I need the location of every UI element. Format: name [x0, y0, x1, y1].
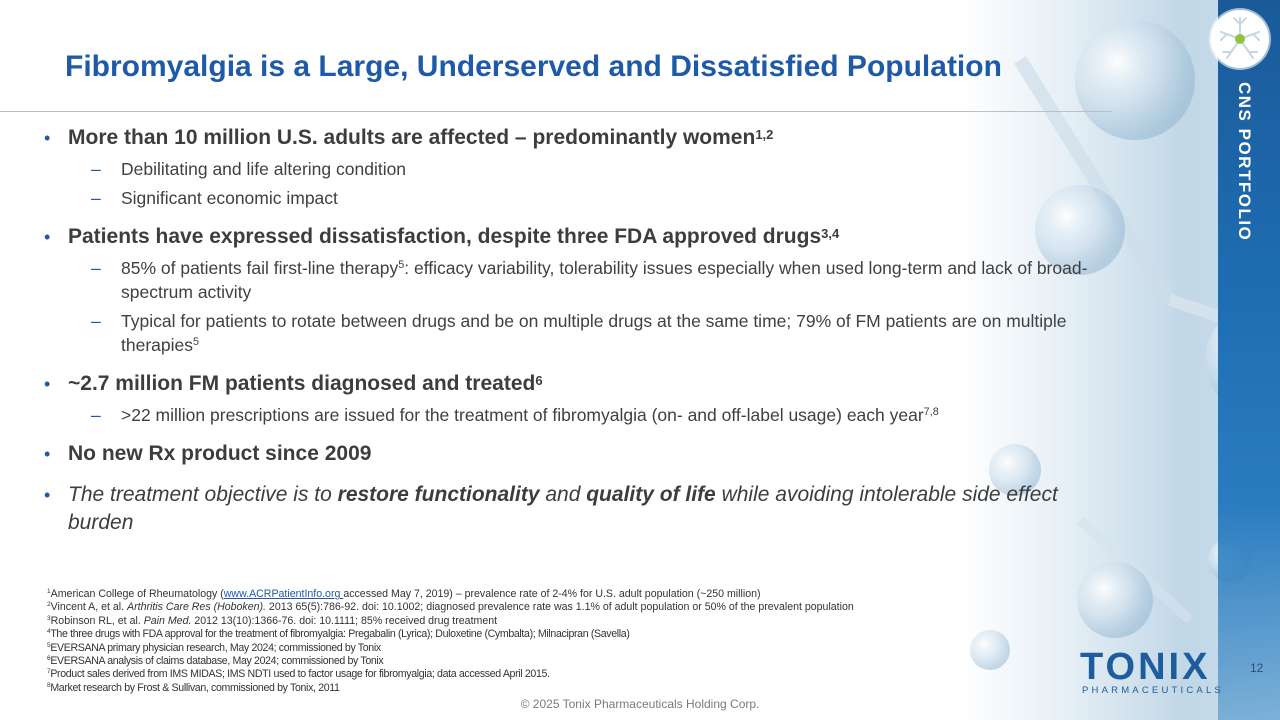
bullet-text: No new Rx product since 2009: [68, 442, 372, 465]
bullet-icon: •: [44, 227, 51, 247]
ref-number: 7: [47, 668, 51, 676]
reference-item: [47, 668, 1007, 681]
ref-number: 1: [47, 588, 51, 595]
dash-icon: –: [91, 188, 101, 208]
ref-text: Product sales derived from IMS MIDAS; IMS NDTI used to factor usage for fibromyalgia; data accessed April 2015.: [50, 668, 550, 681]
ref-number: 6: [47, 655, 51, 663]
bullet-icon: •: [44, 128, 51, 148]
objective-text-1: The treatment objective is to: [68, 483, 338, 506]
bullet-text: [68, 483, 1058, 534]
bullet-icon: •: [44, 374, 51, 394]
sub-bullet-item: [44, 186, 1106, 210]
ref-number: 2: [47, 601, 51, 609]
bullet-icon: •: [44, 444, 51, 464]
title-divider: [0, 111, 1112, 112]
sub-bullet-text: Significant economic impact: [121, 188, 338, 208]
reference-item: [47, 588, 1007, 601]
sub-bullet-item: [44, 403, 1106, 427]
citation-sup: 3,4: [821, 226, 840, 241]
objective-emphasis-1: restore functionality: [337, 483, 540, 506]
dash-icon: –: [91, 311, 101, 331]
ref-text: Vincent A, et al.: [50, 601, 128, 614]
bullet-list: [44, 124, 1106, 537]
sub-bullet-item: [44, 309, 1106, 357]
cns-portfolio-label: CNS PORTFOLIO: [1235, 82, 1254, 242]
ref-text: EVERSANA primary physician research, May 2024; commissioned by Tonix: [50, 641, 381, 654]
ref-text-cont: 2012 13(10):1366-76. doi: 10.1111; 85% received drug treatment: [191, 614, 498, 627]
ref-journal: Pain Med.: [143, 614, 192, 627]
bullet-item: [44, 481, 1106, 537]
logo-subtitle: PHARMACEUTICALS: [1082, 685, 1224, 696]
bullet-text: ~2.7 million FM patients diagnosed and treated: [68, 372, 536, 395]
ref-text: Market research by Frost & Sullivan, commissioned by Tonix, 2011: [50, 681, 340, 694]
sub-bullet-text: Typical for patients to rotate between drugs and be on multiple drugs at the same time; 79% of FM patients are on multiple therapies: [121, 311, 1067, 355]
citation-sup: 5: [398, 259, 405, 271]
sub-bullet-item: [44, 157, 1106, 181]
objective-text-2: and: [539, 483, 587, 506]
dash-icon: –: [91, 159, 101, 179]
ref-number: 4: [47, 628, 51, 636]
reference-item: [47, 628, 1007, 641]
reference-item: [47, 682, 1007, 695]
citation-sup: 6: [535, 373, 543, 388]
bullet-item: [44, 223, 1106, 251]
dash-icon: –: [91, 405, 101, 425]
ref-link[interactable]: www.ACRPatientInfo.org: [223, 588, 344, 600]
copyright: © 2025 Tonix Pharmaceuticals Holding Corp.: [520, 697, 760, 711]
ref-text-cont: accessed May 7, 2019) – prevalence rate of 2-4% for U.S. adult population (~250 million): [343, 588, 761, 600]
objective-emphasis-2: quality of life: [586, 483, 716, 506]
reference-item: [47, 615, 1007, 628]
ref-number: 5: [47, 641, 51, 649]
bullet-item: [44, 124, 1106, 152]
reference-item: [47, 655, 1007, 668]
page-number: 12: [1250, 661, 1264, 675]
ref-text-cont: 2013 65(5):786-92. doi: 10.1002; diagnosed prevalence rate was 1.1% of adult population or 50% of the prevalent population: [265, 601, 854, 614]
neuron-icon: [1211, 10, 1269, 68]
sub-bullet-text: 85% of patients fail first-line therapy: [121, 258, 399, 278]
objective-text-3: while avoiding intolerable side effect burden: [68, 483, 1058, 534]
ref-number: 3: [47, 614, 51, 622]
citation-sup: 1,2: [755, 127, 774, 142]
sub-bullet-text: Debilitating and life altering condition: [121, 159, 407, 179]
dash-icon: –: [91, 258, 101, 278]
sub-bullet-text-cont: : efficacy variability, tolerability issues especially when used long-term and lack of broad-spectrum activity: [121, 258, 1088, 302]
ref-number: 8: [47, 681, 51, 689]
page-title: Fibromyalgia is a Large, Underserved and Dissatisfied Population: [65, 50, 1002, 83]
bullet-text: More than 10 million U.S. adults are affected – predominantly women: [68, 126, 756, 149]
bullet-item: [44, 370, 1106, 398]
sub-bullet-text: >22 million prescriptions are issued for the treatment of fibromyalgia (on- and off-label usage) each year: [121, 405, 924, 425]
bullet-text: Patients have expressed dissatisfaction, despite three FDA approved drugs: [68, 225, 822, 248]
ref-journal: Arthritis Care Res (Hoboken).: [127, 601, 266, 614]
reference-item: [47, 601, 1007, 614]
citation-sup: 7,8: [923, 406, 939, 418]
bullet-item: [44, 440, 1106, 468]
bullet-icon: •: [44, 485, 51, 505]
ref-text: EVERSANA analysis of claims database, May 2024; commissioned by Tonix: [50, 655, 384, 668]
citation-sup: 5: [193, 336, 200, 348]
ref-text: American College of Rheumatology (: [50, 588, 224, 600]
ref-text: Robinson RL, et al.: [50, 614, 144, 627]
reference-item: [47, 642, 1007, 655]
references: [47, 588, 1007, 695]
sub-bullet-item: [44, 256, 1106, 304]
ref-text: The three drugs with FDA approval for the treatment of fibromyalgia: Pregabalin (Lyrica); Duloxetine (Cymbalta); Milnacipran (Savella): [50, 628, 630, 641]
tonix-logo: [1080, 646, 1224, 698]
logo-wordmark: TONIX: [1080, 646, 1211, 688]
